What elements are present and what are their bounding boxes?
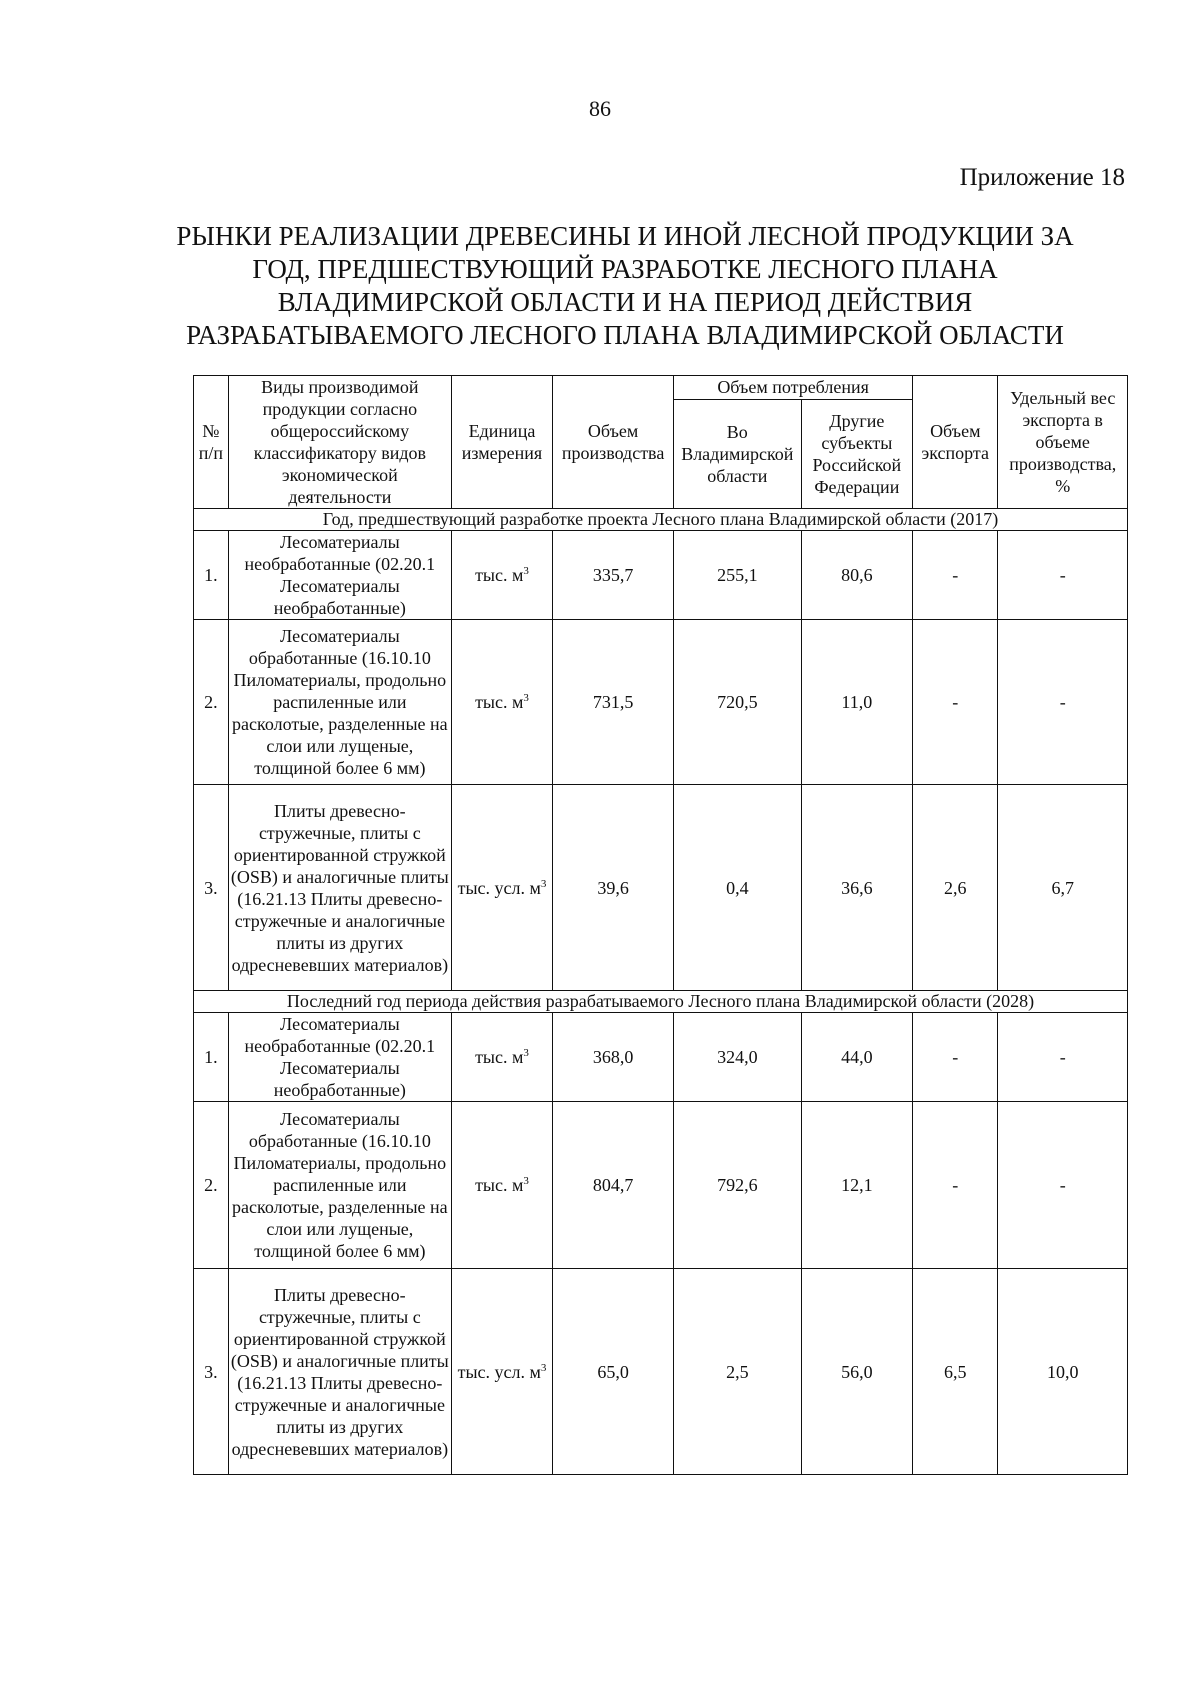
unit-text: тыс. усл. м xyxy=(457,1361,541,1382)
export-cell: 2,6 xyxy=(913,785,998,991)
section-row xyxy=(194,509,1128,531)
unit-superscript: 3 xyxy=(523,1175,529,1187)
vladimir-cell: 720,5 xyxy=(674,620,801,785)
vladimir-cell: 0,4 xyxy=(674,785,801,991)
header-row xyxy=(194,376,1128,400)
table-row xyxy=(194,1269,1128,1475)
header-production: Объем производства xyxy=(553,376,674,509)
row-num-cell: 1. xyxy=(194,1013,229,1102)
unit-text: тыс. м xyxy=(475,1175,524,1195)
unit-cell xyxy=(451,620,552,785)
production-cell: 368,0 xyxy=(553,1013,674,1102)
section-row xyxy=(194,991,1128,1013)
production-cell: 731,5 xyxy=(553,620,674,785)
table-row xyxy=(194,1013,1128,1102)
export-share-cell: - xyxy=(998,1102,1128,1269)
product-cell: Плиты древесно-стружечные, плиты с ориентированной стружкой (OSB) и аналогичные плиты (16.21.13 Плиты древесно-стружечные и аналогичные плиты из других одресневевших материалов) xyxy=(228,1269,451,1475)
document-title xyxy=(150,220,1100,352)
other-subjects-cell: 36,6 xyxy=(801,785,913,991)
unit-cell xyxy=(451,1269,552,1475)
other-subjects-cell: 11,0 xyxy=(801,620,913,785)
section-label: Последний год периода действия разрабатываемого Лесного плана Владимирской области (2028) xyxy=(194,991,1128,1013)
export-cell: - xyxy=(913,531,998,620)
unit-cell xyxy=(451,785,552,991)
unit-text: тыс. м xyxy=(475,692,524,712)
production-cell: 804,7 xyxy=(553,1102,674,1269)
unit-text: тыс. м xyxy=(475,565,524,585)
header-export-share: Удельный вес экспорта в объеме производства, % xyxy=(998,376,1128,509)
other-subjects-cell: 44,0 xyxy=(801,1013,913,1102)
unit-cell xyxy=(451,1013,552,1102)
product-cell: Плиты древесно-стружечные, плиты с ориентированной стружкой (OSB) и аналогичные плиты (16.21.13 Плиты древесно-стружечные и аналогичные плиты из других одресневевших материалов) xyxy=(228,785,451,991)
export-cell: 6,5 xyxy=(913,1269,998,1475)
header-product: Виды производимой продукции согласно общероссийскому классификатору видов экономической деятельности xyxy=(228,376,451,509)
vladimir-cell: 255,1 xyxy=(674,531,801,620)
table-row xyxy=(194,531,1128,620)
section-label: Год, предшествующий разработке проекта Лесного плана Владимирской области (2017) xyxy=(194,509,1128,531)
other-subjects-cell: 56,0 xyxy=(801,1269,913,1475)
header-unit: Единица измерения xyxy=(451,376,552,509)
product-cell: Лесоматериалы обработанные (16.10.10 Пиломатериалы, продольно распиленные или расколотые, разделенные на слои или лущеные, толщиной более 6 мм) xyxy=(228,1102,451,1269)
title-line: РЫНКИ РЕАЛИЗАЦИИ ДРЕВЕСИНЫ И ИНОЙ ЛЕСНОЙ ПРОДУКЦИИ ЗА xyxy=(176,221,1074,251)
product-cell: Лесоматериалы необработанные (02.20.1 Лесоматериалы необработанные) xyxy=(228,531,451,620)
unit-cell xyxy=(451,531,552,620)
appendix-label: Приложение 18 xyxy=(959,164,1125,191)
title-line: ВЛАДИМИРСКОЙ ОБЛАСТИ И НА ПЕРИОД ДЕЙСТВИЯ xyxy=(277,287,973,317)
header-other-subjects: Другие субъекты Российской Федерации xyxy=(801,399,913,508)
table-body xyxy=(194,509,1128,1475)
export-cell: - xyxy=(913,1102,998,1269)
production-cell: 335,7 xyxy=(553,531,674,620)
vladimir-cell: 324,0 xyxy=(674,1013,801,1102)
unit-superscript: 3 xyxy=(523,565,529,577)
unit-superscript: 3 xyxy=(523,1047,529,1059)
markets-table xyxy=(193,375,1128,1475)
header-num: № п/п xyxy=(194,376,229,509)
unit-text: тыс. усл. м xyxy=(457,877,541,898)
table-row xyxy=(194,785,1128,991)
table-row xyxy=(194,620,1128,785)
export-cell: - xyxy=(913,620,998,785)
product-cell: Лесоматериалы обработанные (16.10.10 Пиломатериалы, продольно распиленные или расколотые, разделенные на слои или лущеные, толщиной более 6 мм) xyxy=(228,620,451,785)
row-num-cell: 2. xyxy=(194,620,229,785)
unit-cell xyxy=(451,1102,552,1269)
export-share-cell: - xyxy=(998,620,1128,785)
header-consumption: Объем потребления xyxy=(674,376,913,400)
unit-superscript: 3 xyxy=(523,692,529,704)
unit-superscript: 3 xyxy=(540,877,547,890)
row-num-cell: 1. xyxy=(194,531,229,620)
production-cell: 65,0 xyxy=(553,1269,674,1475)
header-export: Объем экспорта xyxy=(913,376,998,509)
page-number: 86 xyxy=(589,96,611,121)
export-share-cell: 10,0 xyxy=(998,1269,1128,1475)
export-share-cell: 6,7 xyxy=(998,785,1128,991)
production-cell: 39,6 xyxy=(553,785,674,991)
title-line: ГОД, ПРЕДШЕСТВУЮЩИЙ РАЗРАБОТКЕ ЛЕСНОГО ПЛАНА xyxy=(252,254,998,284)
row-num-cell: 3. xyxy=(194,1269,229,1475)
title-line: РАЗРАБАТЫВАЕМОГО ЛЕСНОГО ПЛАНА ВЛАДИМИРСКОЙ ОБЛАСТИ xyxy=(186,320,1064,350)
other-subjects-cell: 12,1 xyxy=(801,1102,913,1269)
row-num-cell: 2. xyxy=(194,1102,229,1269)
export-share-cell: - xyxy=(998,1013,1128,1102)
unit-superscript: 3 xyxy=(540,1361,547,1374)
table-row xyxy=(194,1102,1128,1269)
export-share-cell: - xyxy=(998,531,1128,620)
row-num-cell: 3. xyxy=(194,785,229,991)
header-vladimir: Во Владимирской области xyxy=(674,399,801,508)
other-subjects-cell: 80,6 xyxy=(801,531,913,620)
export-cell: - xyxy=(913,1013,998,1102)
product-cell: Лесоматериалы необработанные (02.20.1 Лесоматериалы необработанные) xyxy=(228,1013,451,1102)
unit-text: тыс. м xyxy=(475,1047,524,1067)
vladimir-cell: 792,6 xyxy=(674,1102,801,1269)
vladimir-cell: 2,5 xyxy=(674,1269,801,1475)
